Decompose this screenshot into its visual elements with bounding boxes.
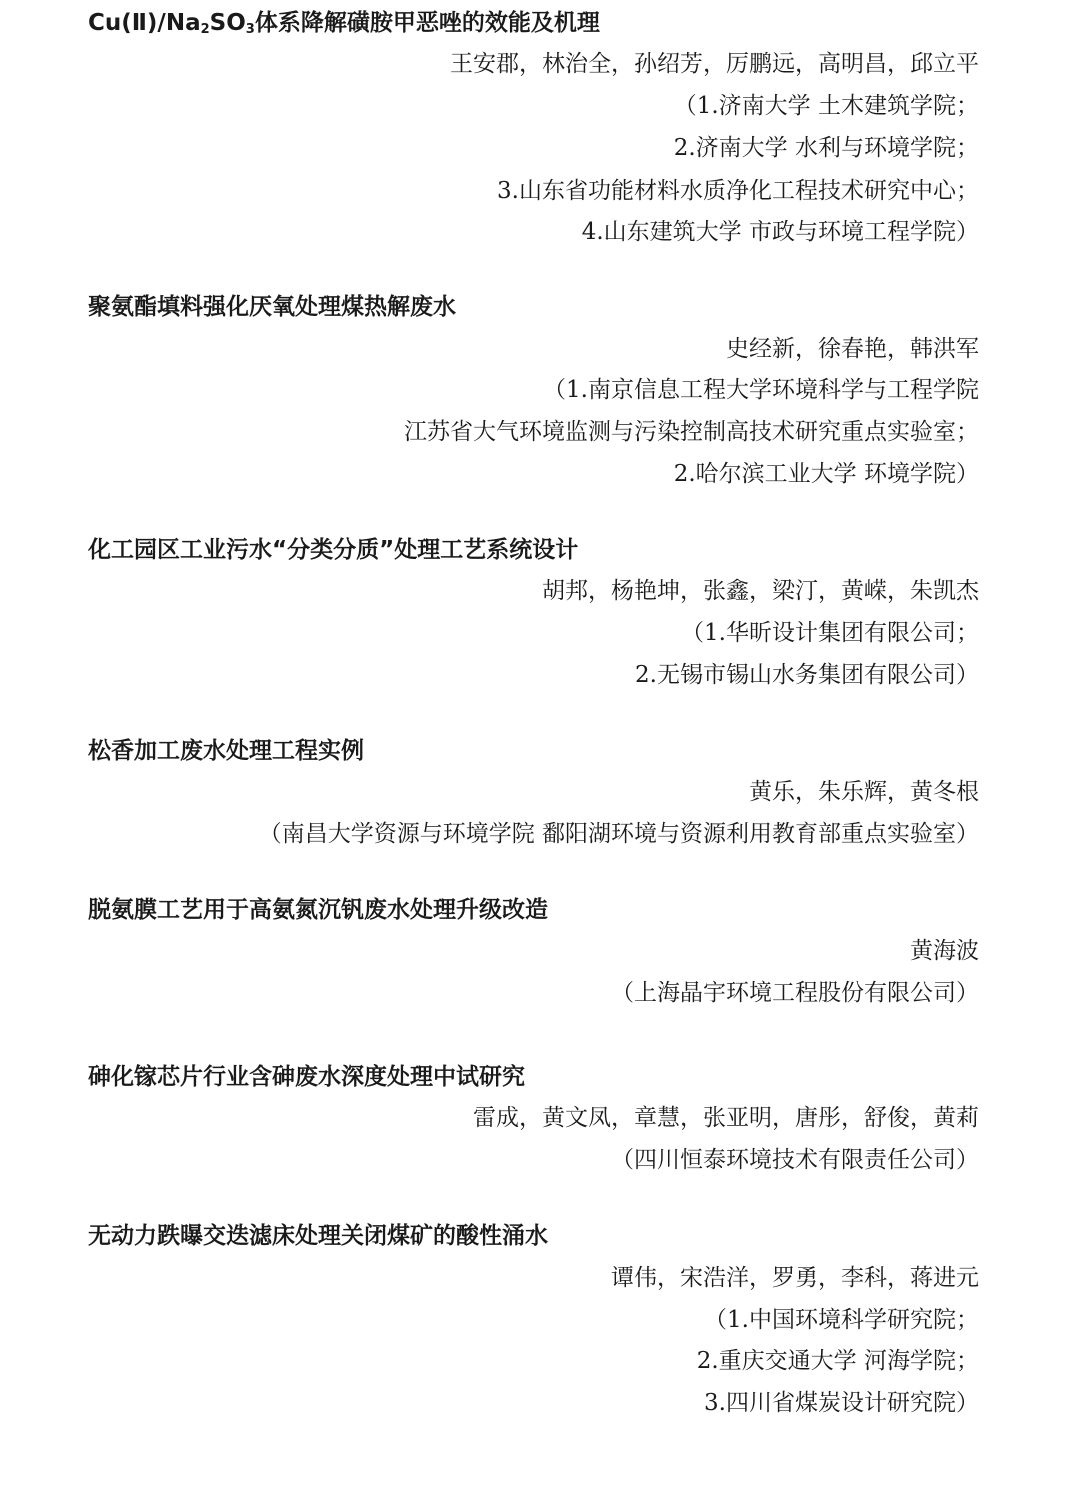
article-authors: 史经新，徐春艳，韩洪军 bbox=[726, 336, 979, 362]
article-affiliation: （四川恒泰环境技术有限责任公司） bbox=[611, 1147, 979, 1173]
article-title: 聚氨酯填料强化厌氧处理煤热解废水 bbox=[88, 294, 456, 320]
article-affiliation: 3.山东省功能材料水质净化工程技术研究中心； bbox=[497, 178, 979, 204]
article-affiliation: 4.山东建筑大学 市政与环境工程学院） bbox=[581, 219, 979, 245]
article-affiliation: （南昌大学资源与环境学院 鄱阳湖环境与资源利用教育部重点实验室） bbox=[258, 821, 979, 847]
article-affiliation: 2.哈尔滨工业大学 环境学院） bbox=[673, 461, 979, 487]
article-affiliation: 江苏省大气环境监测与污染控制高技术研究重点实验室； bbox=[404, 419, 979, 445]
article-affiliation: （1.华昕设计集团有限公司； bbox=[681, 620, 979, 646]
article-title: 砷化镓芯片行业含砷废水深度处理中试研究 bbox=[88, 1064, 525, 1090]
article-affiliation: 2.济南大学 水利与环境学院； bbox=[673, 135, 979, 161]
article-affiliation: 2.重庆交通大学 河海学院； bbox=[696, 1348, 979, 1374]
article-authors: 黄海波 bbox=[910, 938, 979, 964]
article-affiliation: 2.无锡市锡山水务集团有限公司） bbox=[635, 662, 979, 688]
article-authors: 黄乐，朱乐辉，黄冬根 bbox=[749, 779, 979, 805]
article-authors: 胡邦，杨艳坤，张鑫，梁汀，黄嵘，朱凯杰 bbox=[542, 578, 979, 604]
article-affiliation: （1.济南大学 土木建筑学院； bbox=[673, 93, 979, 119]
article-authors: 王安郡，林治全，孙绍芳，厉鹏远，高明昌，邱立平 bbox=[450, 51, 979, 77]
article-title: 化工园区工业污水“分类分质”处理工艺系统设计 bbox=[88, 537, 579, 563]
article-title: 无动力跌曝交迭滤床处理关闭煤矿的酸性涌水 bbox=[88, 1223, 548, 1249]
article-title: 脱氨膜工艺用于高氨氮沉钒废水处理升级改造 bbox=[88, 897, 548, 923]
article-affiliation: （1.南京信息工程大学环境科学与工程学院 bbox=[543, 377, 979, 403]
article-authors: 谭伟，宋浩洋，罗勇，李科，蒋进元 bbox=[611, 1265, 979, 1291]
article-title: $Cu(Ⅱ)/Na_2SO_3$体系降解磺胺甲恶唑的效能及机理 bbox=[88, 10, 600, 37]
article-authors: 雷成，黄文凤，章慧，张亚明，唐彤，舒俊，黄莉 bbox=[473, 1105, 979, 1131]
article-affiliation: （上海晶宇环境工程股份有限公司） bbox=[611, 980, 979, 1006]
article-affiliation: 3.四川省煤炭设计研究院） bbox=[704, 1390, 979, 1416]
article-affiliation: （1.中国环境科学研究院； bbox=[704, 1307, 979, 1333]
article-title: 松香加工废水处理工程实例 bbox=[88, 738, 364, 764]
